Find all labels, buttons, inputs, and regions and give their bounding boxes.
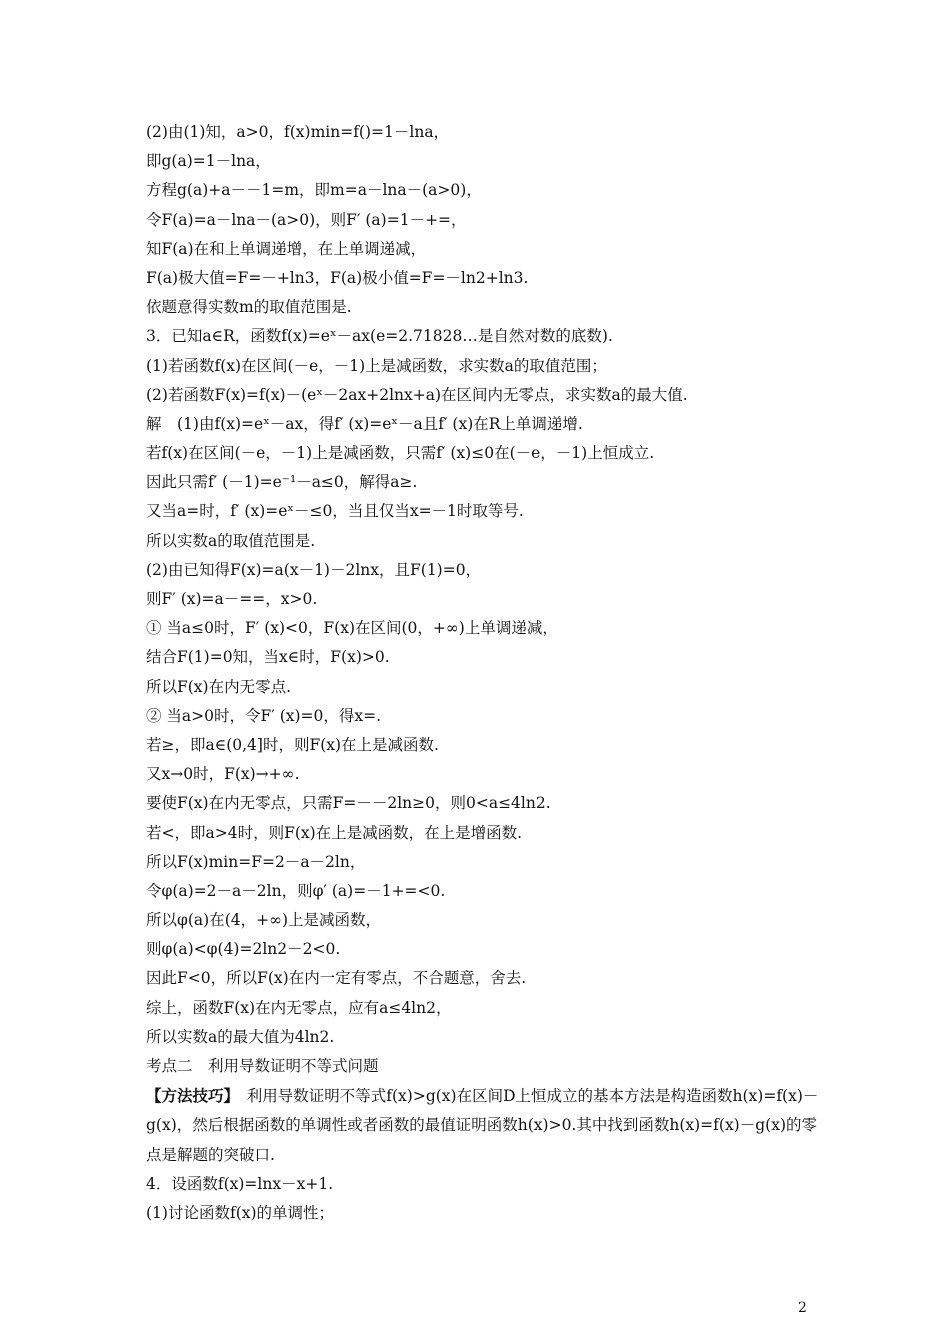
text-line: 因此只需f′ (－1)=e⁻¹－a≤0，解得a≥.: [146, 473, 418, 492]
text-line: 所以实数a的取值范围是.: [146, 531, 316, 550]
text-line: ② 当a>0时，令F′ (x)=0，得x=.: [146, 706, 382, 725]
problem-3-statement: 3．已知a∈R，函数f(x)=eˣ－ax(e=2.71828…是自然对数的底数).: [146, 327, 613, 346]
text-line: ① 当a≤0时，F′ (x)<0，F(x)在区间(0，+∞)上单调递减，: [146, 619, 558, 638]
text-line: 依题意得实数m的取值范围是.: [146, 298, 352, 317]
text-line: 综上，函数F(x)在内无零点，应有a≤4ln2，: [146, 998, 452, 1017]
text-line: 方程g(a)+a－－1=m，即m=a－lna－(a>0)，: [146, 181, 482, 200]
text-line: 要使F(x)在内无零点，只需F=－－2ln≥0，则0<a≤4ln2.: [146, 794, 551, 813]
text-line: 若≥，即a∈(0,4]时，则F(x)在上是减函数.: [146, 735, 439, 754]
text-line: (2)若函数F(x)=f(x)－(eˣ－2ax+2lnx+a)在区间内无零点，求实数a的最大值.: [146, 385, 688, 404]
text-line: 知F(a)在和上单调递增，在上单调递减，: [146, 239, 427, 258]
text-line: 所以F(x)min=F=2－a－2ln，: [146, 852, 366, 871]
text-line: 令φ(a)=2－a－2ln，则φ′ (a)=－1+=<0.: [146, 881, 446, 900]
method-tip-paragraph: [146, 1081, 826, 1170]
text-line: 若<，即a>4时，则F(x)在上是减函数，在上是增函数.: [146, 823, 523, 842]
method-tip-text: 利用导数证明不等式f(x)>g(x)在区间D上恒成立的基本方法是构造函数h(x)=f(x)－g(x)，然后根据函数的单调性或者函数的最值证明函数h(x)>0.其中找到函数h(x)=f(x)－g(x)的零点是解题的突破口.: [146, 1087, 819, 1164]
text-line: 即g(a)=1－lna，: [146, 152, 271, 171]
text-line: 所以F(x)在内无零点.: [146, 677, 292, 696]
problem-4-statement: 4．设函数f(x)=lnx－x+1.: [146, 1174, 334, 1193]
text-line: (2)由已知得F(x)=a(x－1)－2lnx，且F(1)=0，: [146, 560, 482, 579]
method-tip-tag: 【方法技巧】: [146, 1086, 232, 1106]
text-line: 令F(a)=a－lna－(a>0)，则F′ (a)=1－+=，: [146, 210, 467, 229]
text-line: (2)由(1)知，a>0，f(x)min=f()=1－lna，: [146, 123, 450, 141]
text-line: 所以φ(a)在(4，+∞)上是减函数，: [146, 911, 382, 930]
text-line: 所以实数a的最大值为4ln2.: [146, 1027, 335, 1046]
section-heading: 考点二 利用导数证明不等式问题: [146, 1057, 379, 1075]
text-line: (1)若函数f(x)在区间(－e，－1)上是减函数，求实数a的取值范围；: [146, 356, 607, 375]
document-body: [146, 118, 826, 1228]
text-line: 若f(x)在区间(－e，－1)上是减函数，只需f′ (x)≤0在(－e，－1)上恒成立.: [146, 444, 655, 463]
solution-start: 解 (1)由f(x)=eˣ－ax，得f′ (x)=eˣ－a且f′ (x)在R上单调递增.: [146, 414, 583, 433]
page-number: 2: [798, 1300, 807, 1316]
text-line: 结合F(1)=0知，当x∈时，F(x)>0.: [146, 648, 390, 667]
text-line: F(a)极大值=F=－+ln3，F(a)极小值=F=－ln2+ln3.: [146, 268, 529, 287]
text-line: 则φ(a)<φ(4)=2ln2－2<0.: [146, 940, 341, 959]
text-line: (1)讨论函数f(x)的单调性；: [146, 1203, 335, 1222]
text-line: 则F′ (x)=a－==，x>0.: [146, 590, 318, 608]
text-line: 又x→0时，F(x)→+∞.: [146, 765, 300, 784]
text-line: 因此F<0，所以F(x)在内一定有零点，不合题意，舍去.: [146, 969, 527, 988]
text-line: 又当a=时，f′ (x)=eˣ－≤0，当且仅当x=－1时取等号.: [146, 502, 524, 521]
